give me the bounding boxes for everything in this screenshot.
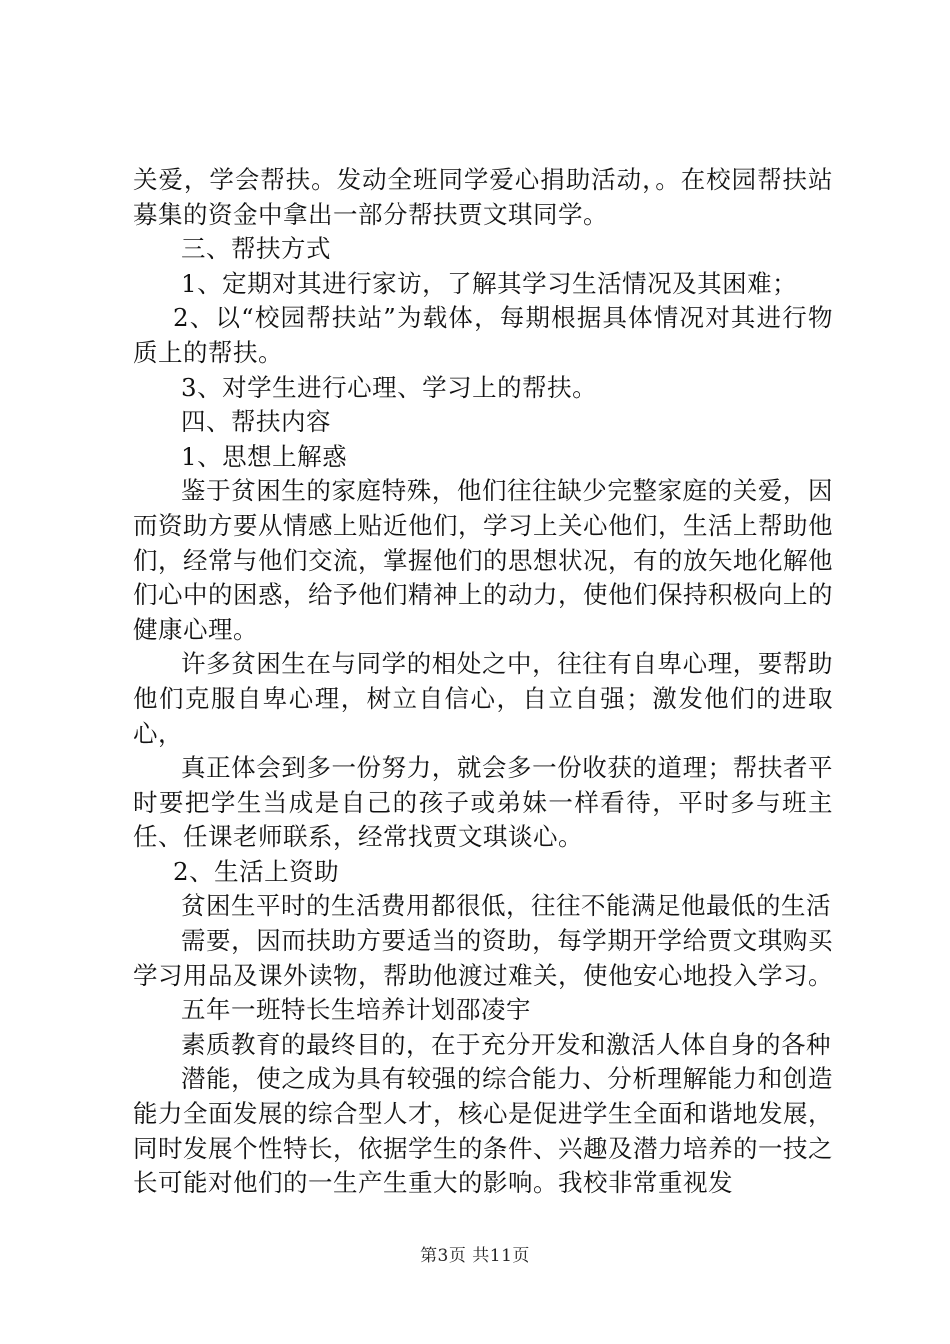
paragraph-quality-education: 素质教育的最终目的，在于充分开发和激活人体自身的各种 — [181, 1029, 831, 1059]
paragraph-inferiority: 许多贫困生在与同学的相处之中，往往有自卑心理，要帮助他们克服自卑心理，树立自信心，自立自强；激发他们的进取心， — [133, 649, 833, 748]
list-item-campus-station: 2、以“校园帮扶站”为载体，每期根据具体情况对其进行物质上的帮扶。 — [133, 303, 833, 367]
heading-help-content: 四、帮扶内容 — [181, 407, 331, 437]
paragraph-continued: 关爱，学会帮扶。发动全班同学爱心捐助活动，。在校园帮扶站募集的资金中拿出一部分帮扶贾文琪同学。 — [133, 165, 833, 229]
page-footer: 第3页 共11页 — [420, 1246, 530, 1266]
heading-help-methods: 三、帮扶方式 — [181, 234, 331, 264]
paragraph-potential: 潜能，使之成为具有较强的综合能力、分析理解能力和创造能力全面发展的综合型人才，核心是促进学生全面和谐地发展，同时发展个性特长，依据学生的条件、兴趣及潜力培养的一技之长可能对他们的一生产生重大的影响。我校非常重视发 — [133, 1064, 833, 1198]
document-body — [133, 163, 833, 1201]
paragraph-effort: 真正体会到多一份努力，就会多一份收获的道理；帮扶者平时要把学生当成是自己的孩子或弟妹一样看待，平时多与班主任、任课老师联系，经常找贾文琪谈心。 — [133, 753, 833, 852]
heading-talent-plan: 五年一班特长生培养计划邵凌宇 — [181, 995, 531, 1025]
subheading-living-aid: 2、生活上资助 — [173, 856, 340, 886]
paragraph-family-care: 鉴于贫困生的家庭特殊，他们往往缺少完整家庭的关爱，因而资助方要从情感上贴近他们，学习上关心他们，生活上帮助他们，经常与他们交流，掌握他们的思想状况，有的放矢地化解他们心中的困惑，给予他们精神上的动力，使他们保持积极向上的健康心理。 — [133, 476, 833, 644]
subheading-ideological: 1、思想上解惑 — [181, 441, 348, 471]
list-item-psychological-help: 3、对学生进行心理、学习上的帮扶。 — [181, 372, 598, 402]
paragraph-needs: 需要，因而扶助方要适当的资助，每学期开学给贾文琪购买学习用品及课外读物，帮助他渡过难关，使他安心地投入学习。 — [133, 926, 833, 990]
list-item-home-visit: 1、定期对其进行家访，了解其学习生活情况及其困难； — [181, 268, 798, 298]
paragraph-living-cost: 贫困生平时的生活费用都很低，往往不能满足他最低的生活 — [181, 891, 831, 921]
